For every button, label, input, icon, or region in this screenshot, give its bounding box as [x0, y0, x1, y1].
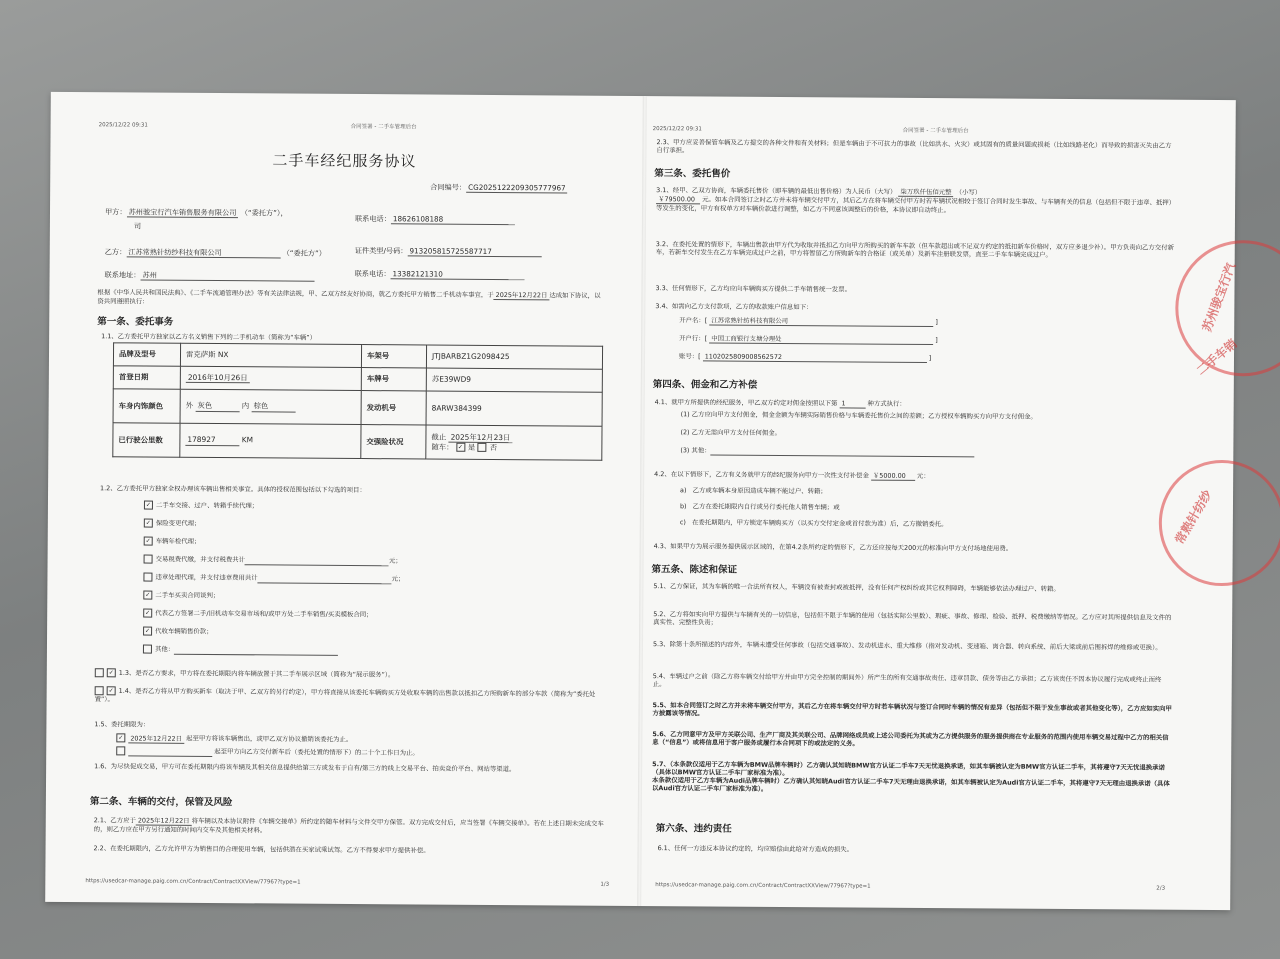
- clause-5-1: 5.1、乙方保证，其为车辆的唯一合法所有权人，车辆没有被查封或被抵押，没有任何产权纠纷或其它权利障碍，车辆能够依法办理过户、转籍。: [653, 582, 1060, 593]
- auth-item: ✓ 车辆年检代理；: [145, 537, 201, 546]
- auth-item: 交易税费代缴，并支付税费共计 元；: [144, 555, 402, 566]
- party-b-line: 乙方： 江苏常熟针纺纱科技有限公司 （“委托方”）: [104, 247, 327, 258]
- section-4-heading: 第四条、佣金和乙方补偿: [652, 379, 758, 391]
- compensation-case-b: b) 乙方在委托期限内自行或另行委托他人销售车辆；或: [679, 502, 840, 512]
- auth-checkbox: ✓: [145, 501, 151, 509]
- party-b-address: 联系地址： 苏州: [105, 270, 315, 281]
- compensation-case-a: a) 乙方或车辆本身原因造成车辆不能过户、转籍；: [680, 486, 827, 496]
- seal-top-text-2: 二手车销: [1193, 336, 1240, 378]
- clause-1-3-no-checkbox: ✓: [108, 669, 114, 677]
- insurance-no-checkbox: [478, 443, 487, 452]
- account-name-row: 开户名：[ 江苏常熟针纺科技有限公司 ]: [679, 316, 938, 327]
- account-number-row: 账号：[ 1102025809008562572 ]: [678, 352, 932, 363]
- vehicle-reg-label: 首登日期: [113, 366, 180, 389]
- auth-checkbox: ✓: [145, 591, 151, 599]
- section-2-heading: 第二条、车辆的交付，保管及风险: [89, 796, 233, 809]
- party-a-tail: 司: [133, 221, 142, 231]
- bank-row: 开户行：[ 中国工商银行支塘分理处 ]: [679, 334, 938, 345]
- clause-4-2: 4.2、在以下情形下，乙方有义务就甲方的经纪服务向甲方一次性支付补偿金 ￥5000.00 元：: [654, 470, 930, 481]
- party-b-phone: 联系电话： 13382121310: [355, 269, 525, 280]
- contract-page-2: [641, 96, 1240, 910]
- vehicle-reg-date: 2016年10月26日: [180, 366, 361, 390]
- commission-option-2: (2) 乙方无需向甲方支付任何佣金。: [680, 428, 782, 437]
- clause-1-5-label: 1.5、委托期限为：: [94, 720, 150, 729]
- auth-item: ✓ 代表乙方签署二手/旧机动车交易市场和/或甲方处二手车销售/买卖模板合同；: [145, 609, 373, 619]
- seal-top-text: 苏州骏宝行汽: [1199, 261, 1239, 334]
- auth-item: ✓ 保险变更代理；: [145, 519, 201, 528]
- clause-1-3: ✓ 1.3、是否乙方要求，甲方将在委托期限内将车辆放置于其二手车展示区域（简称为“展示服务”）。: [95, 668, 395, 679]
- auth-item: ✓ 代收车辆销售价款；: [145, 627, 213, 636]
- clause-5-6: 5.6、乙方同意甲方及甲方关联公司、生产厂商及其关联公司、品牌网络成员或上述公司委托为其或为乙方提供服务的服务提供商在专业服务的范围内使用车辆交易过程中乙方的相关信息（“信息”）或将信息用于客户服务或履行本合同项下的或法定的义务。: [652, 730, 1169, 748]
- intro-paragraph: 根据《中华人民共和国民法典》、《二手车流通管理办法》等有关法律法规，甲、乙双方经友好协商，就乙方委托甲方销售二手机动车事宜，于 2025年12月22日 达成如下协议，以资共同遵照执行：: [97, 288, 601, 306]
- section-1-heading: 第一条、委托事务: [97, 316, 174, 328]
- clause-1-5-option-b: 起至甲方向乙方交付新车后（委托处置的情形下）的二十个工作日为止。: [116, 746, 419, 758]
- vehicle-plate-label: 车牌号: [361, 368, 426, 391]
- vehicle-mileage-label: 已行驶公里数: [113, 423, 180, 457]
- print-header-title: 合同签署 - 二手车管理后台: [350, 123, 417, 131]
- clause-1-4-yes-checkbox: [95, 686, 104, 695]
- clause-1-2: 1.2、乙方委托甲方独家全权办理该车辆出售相关事宜。具体的授权范围包括以下勾选的项目：: [100, 484, 366, 495]
- clause-5-2: 5.2、乙方将如实向甲方提供与车辆有关的一切信息，包括但不限于车辆的使用（包括实际公里数）、瑕疵、事故、修理、检验、抵押、税费缴纳等情况。乙方应对其所提供信息及文件的真实性、完整性负责；: [653, 610, 1172, 627]
- vehicle-insurance: 截止 2025年12月23日 随车： ✓ 是 否: [426, 425, 602, 460]
- party-a-line: 甲方： 苏州骏宝行汽车销售服务有限公司 （“委托方”），: [104, 207, 288, 218]
- print-timestamp: 2025/12/22 09:31: [652, 126, 702, 133]
- term-option-b-checkbox: [116, 746, 125, 755]
- seal-bottom-text: 常熟针纺纱: [1172, 487, 1215, 547]
- clause-5-3: 5.3、除第十条所描述的内容外，车辆未遭受任何事故（包括交通事故）、发动机进水、重大维修（指对发动机、变速箱、离合器、转向系统、前后大梁或前后围拆焊的维修或更换）。: [652, 640, 1162, 652]
- footer-url: https://usedcar-manage.paig.com.cn/Contract/ContractXXView/77967?type=1: [655, 882, 871, 890]
- clause-4-3: 4.3、如果甲方为展示服务提供展示区域的，在第4.2条所约定的情形下，乙方还应按每天200元的标准向甲方支付场地使用费。: [653, 542, 1013, 553]
- auth-checkbox: [143, 573, 152, 582]
- page-number: 2/3: [1156, 885, 1166, 892]
- section-5-heading: 第五条、陈述和保证: [651, 564, 738, 576]
- page-number: 1/3: [600, 881, 610, 888]
- auth-item: 其他：: [143, 645, 338, 656]
- clause-1-4-no-checkbox: ✓: [108, 687, 114, 695]
- clause-3-1: 3.1、经甲、乙双方协商，车辆委托售价（即车辆的最低出售价格）为人民币（大写） 柒万玖仟伍佰元整 （小写） ￥79500.00 元。如本合同签订之时乙方并未将车辆交付甲方，其后乙方在将车辆交付甲方时若车辆状况相较于签订合同时发生事故、与车辆有关的信息（包括但不限于违章、抵押）等发生的变化，甲方有权单方对车辆价款进行调整，如乙方不同意该调整后的价格，本协议即自动终止。: [656, 186, 1176, 215]
- party-a-phone: 联系电话： 18626108188: [355, 214, 515, 225]
- party-b-id: 证件类型/号码： 913205815725587717: [355, 246, 542, 257]
- print-header-title: 合同签署 - 二手车管理后台: [902, 127, 969, 135]
- auth-checkbox: ✓: [145, 537, 151, 545]
- print-timestamp: 2025/12/22 09:31: [98, 122, 148, 129]
- vehicle-mileage: 178927 KM: [180, 423, 361, 458]
- section-6-heading: 第六条、违约责任: [655, 823, 732, 835]
- footer-url: https://usedcar-manage.paig.com.cn/Contract/ContractXXView/77967?type=1: [85, 878, 301, 886]
- vehicle-color-label: 车身内饰颜色: [113, 389, 180, 423]
- auth-checkbox: [143, 645, 152, 654]
- clause-3-4: 3.4、如需向乙方支付款项，乙方的收款账户信息如下：: [655, 302, 813, 312]
- insurance-yes-checkbox: ✓: [457, 444, 463, 452]
- auth-item: ✓ 二手车买卖合同谈判；: [145, 591, 220, 600]
- clause-2-2: 2.2、在委托期限内，乙方允许甲方为销售目的合理使用车辆，包括供潜在买家试乘试驾。乙方不得要求甲方提供补偿。: [93, 844, 430, 855]
- term-option-a-checkbox: ✓: [118, 734, 124, 742]
- vehicle-engine: 8ARW384399: [426, 391, 602, 426]
- clause-1-6: 1.6、为尽快促成交易，甲方可在委托期限内将该车辆及其相关信息提供给第三方或发布于自有/第三方的线上交易平台、拍卖竞价平台、网站等渠道。: [94, 762, 516, 774]
- auth-item: 违章处理代理，并支付违章费用共计 元；: [143, 573, 404, 584]
- vehicle-brand-label: 品牌及型号: [113, 343, 180, 366]
- clause-1-4: ✓ 1.4、是否乙方将从甲方购买新车（取决于甲、乙双方的另行约定），甲方将直接从该委托车辆购买方处收取车辆的出售款以抵扣乙方所购新车的部分车款（简称为“委托处置”）。: [94, 686, 596, 704]
- vehicle-insurance-label: 交强险状况: [361, 425, 426, 459]
- company-seal-bottom: [1158, 460, 1280, 587]
- vehicle-vin-label: 车架号: [361, 345, 426, 368]
- clause-1-5-option-a: ✓ 2025年12月22日 起至甲方将该车辆售出，或甲乙双方协议撤销该委托为止。: [118, 733, 353, 744]
- section-3-heading: 第三条、委托售价: [654, 168, 731, 180]
- contract-number: 合同编号： CG2025122209305777967: [430, 182, 566, 193]
- vehicle-colors: 外 灰色 内 棕色: [180, 389, 361, 424]
- contract-page-1: [45, 92, 641, 906]
- auth-item: ✓ 二手车交接、过户、转籍手续代理；: [145, 501, 259, 510]
- clause-3-2: 3.2、在委托处置的情形下，车辆出售款由甲方代为收取并抵扣乙方向甲方所购买的新车车款（但车款超出或不足双方约定的抵扣新车价格时，双方应多退少补）。甲方负责向乙方交付新车，若新车交付发生在乙方车辆完成过户之前，甲方将暂留乙方所购新车的合格证（或关单）及新车注册联发票，直至二手车车辆完成过户。: [655, 240, 1175, 259]
- compensation-case-c: c) 在委托期限内，甲方锁定车辆购买方（以买方交付定金或首付款为准）后，乙方撤销委托。: [679, 518, 948, 529]
- clause-1-1: 1.1、乙方委托甲方独家以乙方名义销售下列的二手机动车（简称为“车辆”）: [101, 332, 317, 342]
- auth-checkbox: [144, 555, 153, 564]
- clause-2-1: 2.1、乙方应于 2025年12月22日 将车辆以及本协议附件《车辆交接单》所约定的随车材料与文件交甲方保管。双方完成交付后，应当签署《车辆交接单》。若在上述日期未完成交车的，则乙方应在甲方另行通知的时间内交车及其他相关材料。: [93, 816, 604, 835]
- vehicle-engine-label: 发动机号: [361, 391, 426, 425]
- contract-sheet: [45, 92, 1240, 910]
- vehicle-info-table: [112, 342, 603, 460]
- vehicle-vin: JTJBARBZ1G2098425: [426, 345, 602, 369]
- clause-2-3: 2.3、甲方应妥善保管车辆及乙方提交的各种文件和有关材料；但是车辆由于不可抗力的事故（比如洪水、火灾）或其固有的质量问题或损耗（比如线路老化）而导致的损害灭失由乙方自行承担。: [656, 138, 1172, 155]
- vehicle-plate: 苏E39WD9: [426, 368, 602, 392]
- clause-3-3: 3.3、任何情形下，乙方均应向车辆购买方提供二手车销售统一发票。: [655, 284, 852, 294]
- commission-option-1: (1) 乙方应向甲方支付佣金，佣金金额为车辆实际销售价格与车辆委托售价之间的差额；乙方授权车辆购买方向甲方支付佣金。: [680, 410, 1037, 421]
- vehicle-brand: 雷克萨斯 NX: [180, 343, 361, 367]
- auth-checkbox: ✓: [145, 627, 151, 635]
- auth-checkbox: ✓: [145, 519, 151, 527]
- clause-5-5: 5.5、如本合同签订之时乙方并未将车辆交付甲方，其后乙方在将车辆交付甲方时若车辆状况与签订合同时车辆的情况有差异（包括但不限于发生事故或者其他变化等），乙方应如实向甲方披露该等情况。: [652, 701, 1172, 718]
- clause-1-3-yes-checkbox: [95, 668, 104, 677]
- auth-checkbox: ✓: [145, 609, 151, 617]
- clause-5-7: 5.7、（本条款仅适用于乙方车辆为BMW品牌车辆时）乙方确认其知晓BMW官方认证二手车7天无忧退换承诺，如其车辆被认定为BMW官方认证二手车，其将遵守7天无忧退换承诺（具体以BMW官方认证二手车厂家标准为准）。 本条款仅适用于乙方车辆为Audi品牌车辆时）乙方确认其知晓Audi官方认证二手车7天无理由退换承诺，如其车辆被认定为Audi官方认证二手车，其将遵守7天无理由退换承诺（具体以Audi官方认证二手车厂家标准为准）。: [651, 760, 1170, 793]
- commission-option-3: (3) 其他：: [680, 446, 974, 457]
- clause-5-4: 5.4、车辆过户之前（除乙方将车辆交付给甲方并由甲方完全控制的期间外）所产生的所有交通事故责任、违章罚款、债务等由乙方承担；乙方该责任不因本协议履行完成或终止而终止。: [652, 672, 1162, 689]
- clause-6-1: 6.1、任何一方违反本协议约定的，均应赔偿由此给对方造成的损失。: [657, 844, 854, 854]
- document-title: 二手车经纪服务协议: [272, 151, 417, 171]
- clause-4-1: 4.1、就甲方所提供的经纪服务，甲乙双方约定对佣金按照以下第 1 种方式执行：: [654, 398, 906, 408]
